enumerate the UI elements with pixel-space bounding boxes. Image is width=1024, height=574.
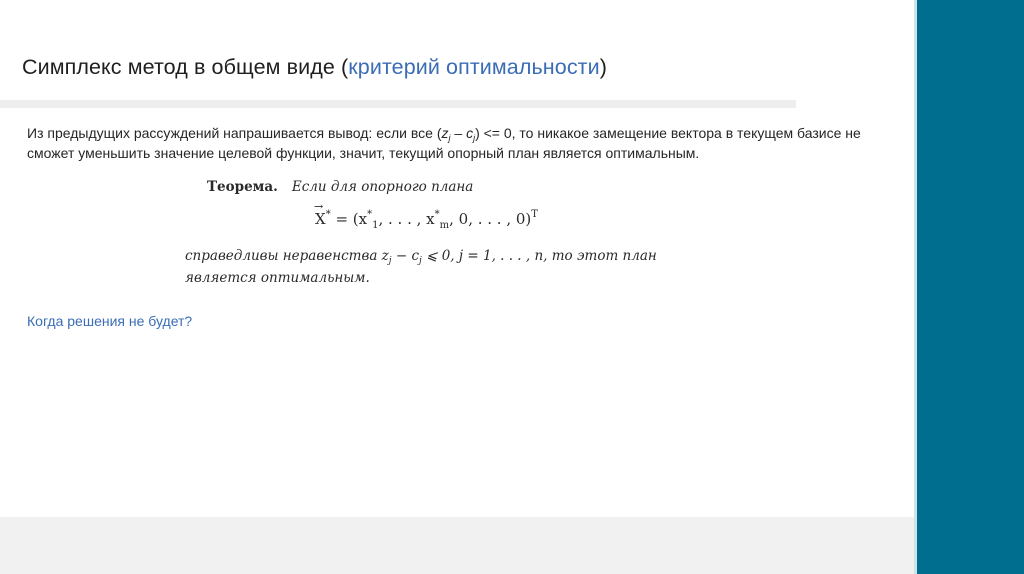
formula-sub-m: m xyxy=(439,220,450,231)
formula-sup-t: T xyxy=(531,209,538,220)
title-divider xyxy=(0,100,796,108)
title-main: Симплекс метод в общем виде ( xyxy=(22,55,349,79)
theorem-line-3 xyxy=(185,248,657,264)
body-j1: j xyxy=(448,133,451,143)
vector-x xyxy=(314,200,326,228)
footer-band xyxy=(0,517,914,574)
formula-tail: , 0, . . . , 0) xyxy=(449,210,532,228)
theorem-formula xyxy=(314,200,538,231)
slide-title xyxy=(22,55,607,80)
formula-star-1: * xyxy=(367,209,373,220)
theorem-condition: Если для опорного плана xyxy=(291,179,474,195)
body-j2: j xyxy=(473,133,476,143)
formula-open: = (x xyxy=(330,210,368,228)
formula-star-m: * xyxy=(434,209,440,220)
theorem-line3-a: справедливы неравенства z xyxy=(185,248,389,264)
body-z: z xyxy=(441,125,449,141)
question-text: Когда решения не будет? xyxy=(27,313,193,329)
formula-star: * xyxy=(325,209,331,220)
theorem-heading: Теорема. xyxy=(207,179,278,195)
body-minus: – xyxy=(450,125,467,141)
theorem-line3-c: ⩽ 0, j = 1, . . . , n, то этот план xyxy=(421,248,657,264)
theorem-line3-b: − c xyxy=(391,248,420,264)
formula-mid: , . . . , x xyxy=(378,210,435,228)
body-part1: Из предыдущих рассуждений напрашивается вывод: если все ( xyxy=(27,125,442,141)
title-close: ) xyxy=(599,55,607,79)
vector-arrow-icon: → xyxy=(314,200,324,213)
body-paragraph xyxy=(27,123,897,163)
theorem-line3-sub1: j xyxy=(388,256,392,266)
theorem-line-1 xyxy=(207,179,473,195)
theorem-line3-sub2: j xyxy=(419,256,422,266)
theorem-image xyxy=(185,176,655,286)
theorem-line-4: является оптимальным. xyxy=(185,270,370,286)
formula-sub-1: 1 xyxy=(372,220,379,231)
sidebar-band xyxy=(917,0,1024,574)
body-c: c xyxy=(466,125,474,141)
title-accent: критерий оптимальности xyxy=(348,55,600,79)
body-part2: ) <= 0, то никакое замещение вектора в текущем базисе не сможет уменьшить значение целевой функции, значит, текущий опорный план является оптимальным. xyxy=(27,125,861,161)
vector-letter: X xyxy=(315,210,326,228)
